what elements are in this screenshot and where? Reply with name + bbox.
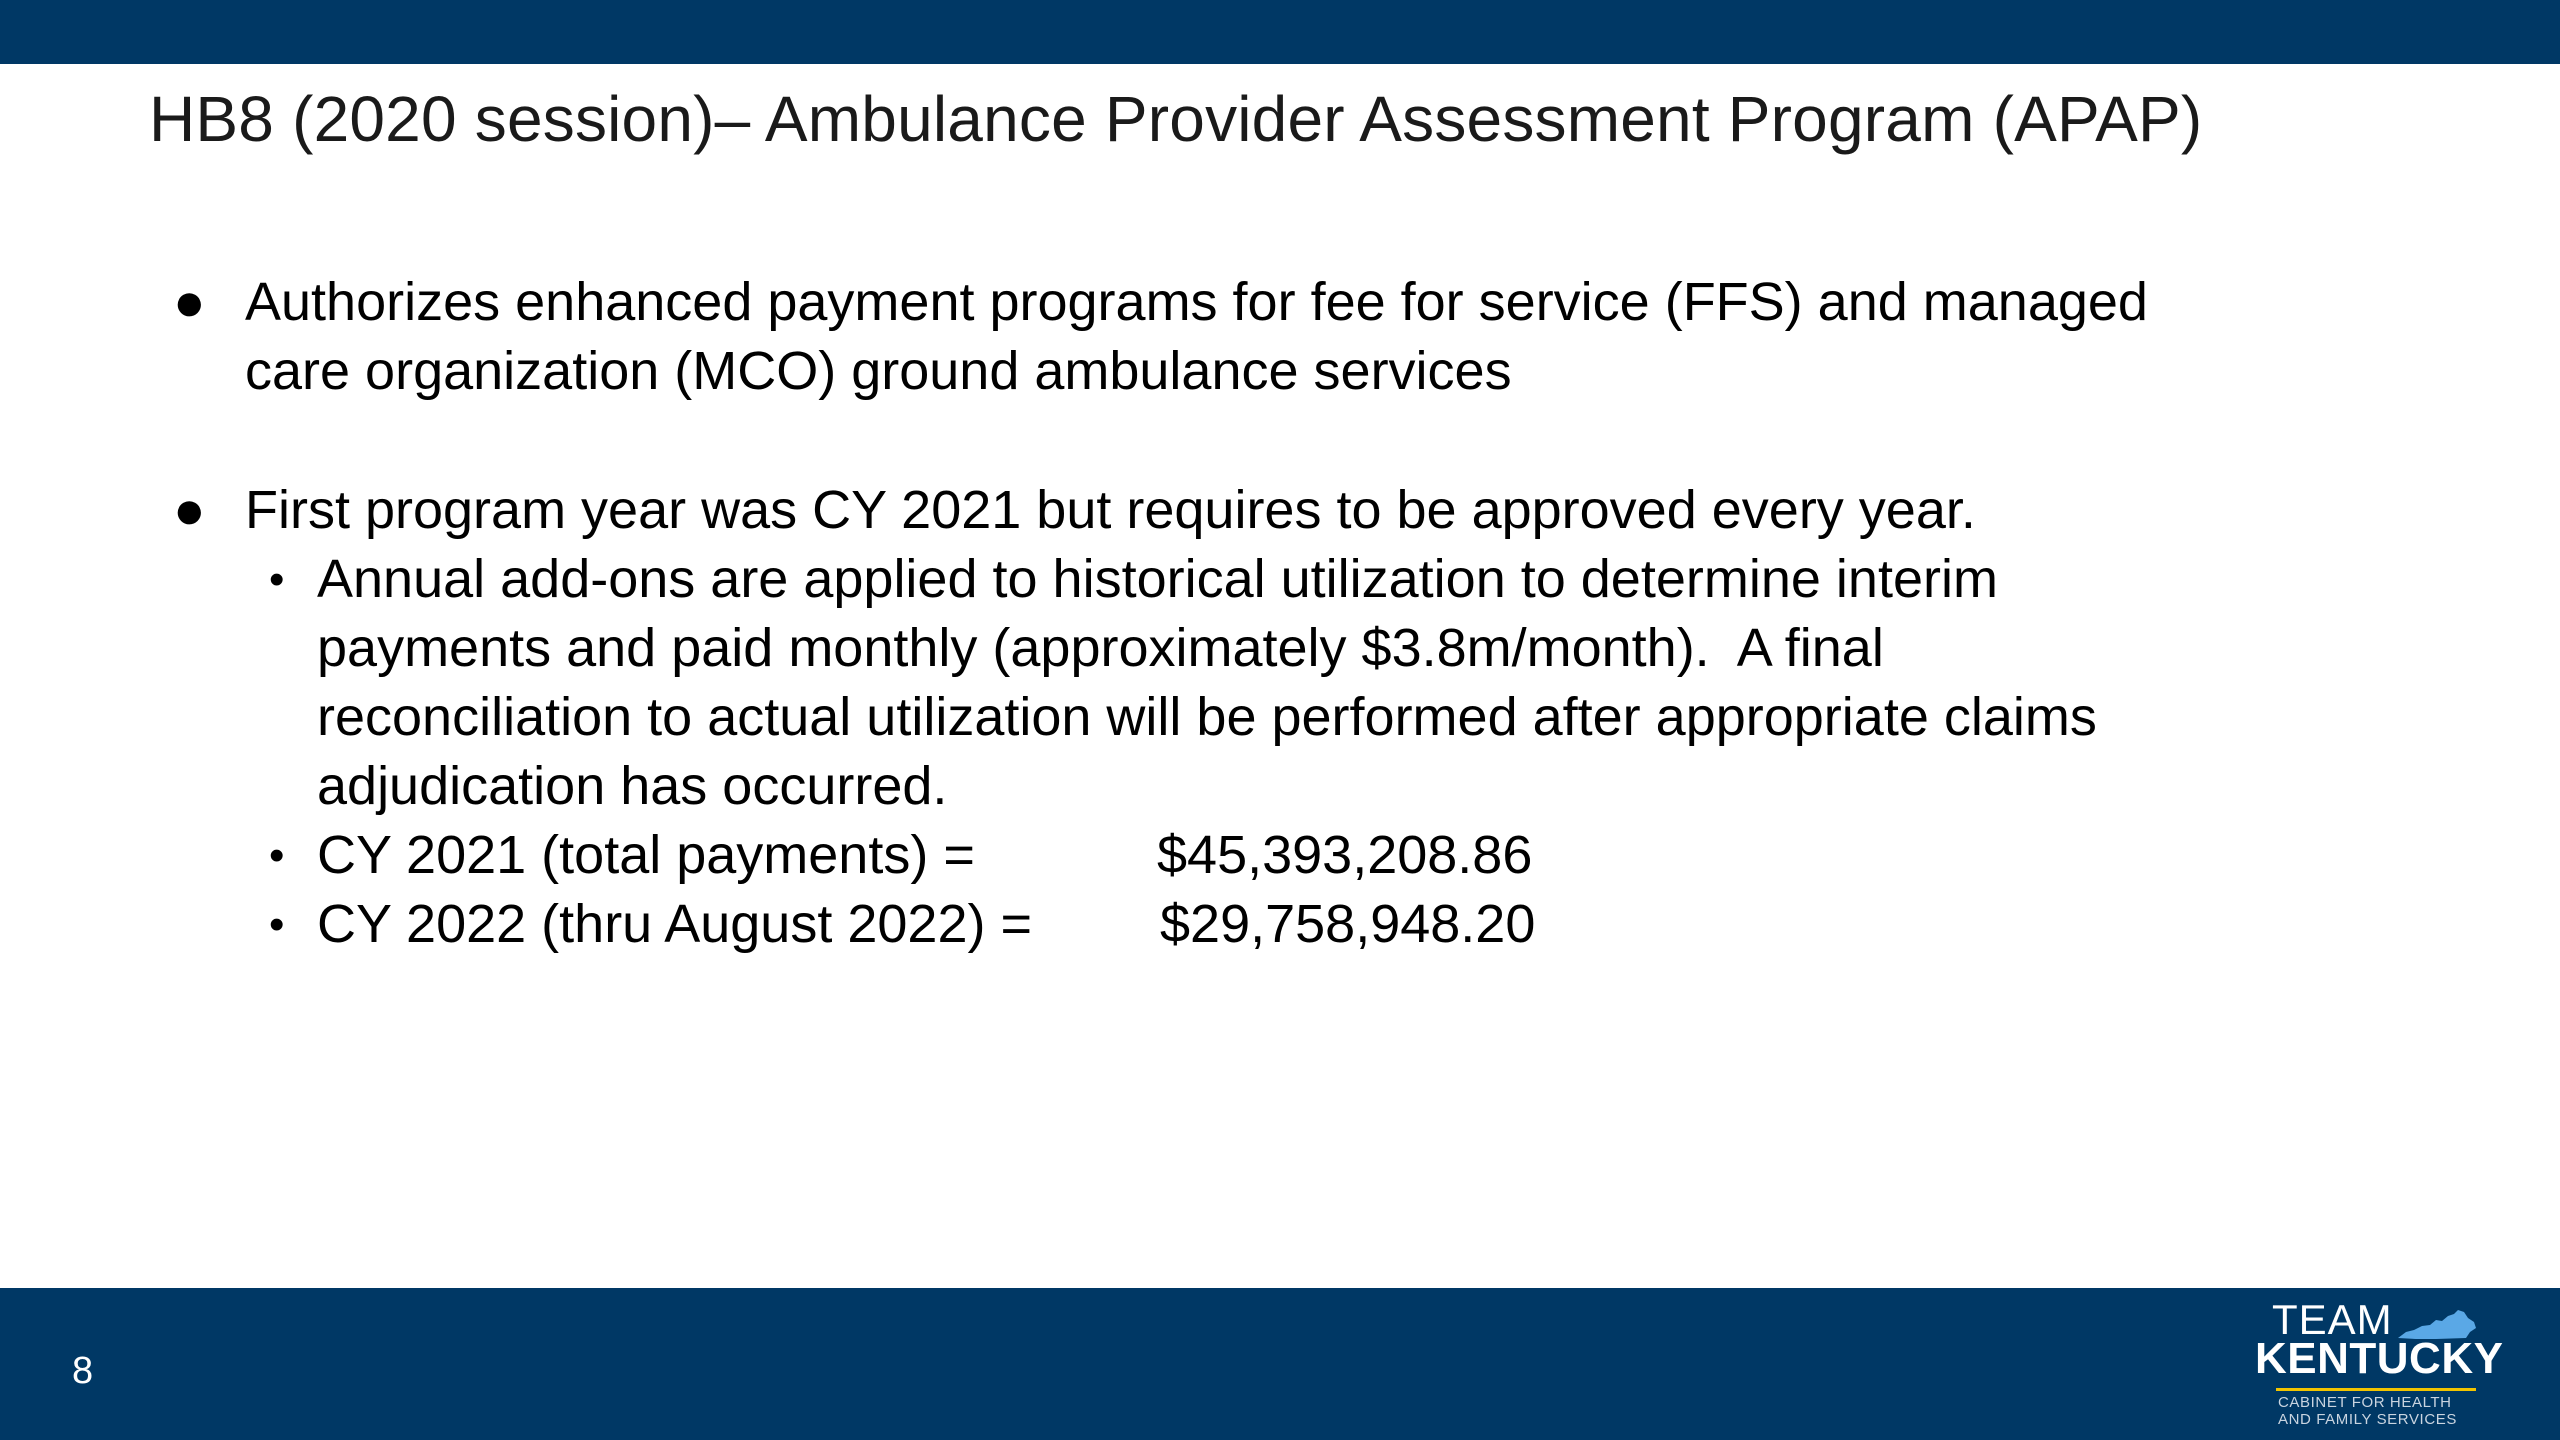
logo-state-text: KENTUCKY (2255, 1334, 2504, 1383)
sub-bullet-text-line: Annual add-ons are applied to historical utilization to determine interim (317, 549, 1998, 609)
bullet-text-line: First program year was CY 2021 but requires to be approved every year. (245, 480, 1976, 540)
bullet-item (173, 476, 2335, 545)
bullet-icon: ● (173, 480, 206, 540)
logo-subtitle (2278, 1394, 2488, 1428)
logo-team-text: TEAM (2272, 1296, 2393, 1343)
sub-bullet-item (269, 821, 2337, 890)
sub-bullet-text-line: payments and paid monthly (approximately $3.8m/month). A final (317, 618, 1884, 678)
payment-label: CY 2022 (thru August 2022) = (317, 894, 1032, 954)
sub-bullet-item (269, 890, 2337, 959)
sub-bullet-icon: • (269, 900, 285, 949)
footer-bar (0, 1288, 2560, 1440)
slide-title: HB8 (2020 session)– Ambulance Provider Assessment Program (APAP) (149, 83, 2203, 155)
bullet-text-line: Authorizes enhanced payment programs for fee for service (FFS) and managed (245, 272, 2148, 332)
payment-label: CY 2021 (total payments) = (317, 825, 975, 885)
payment-amount: $45,393,208.86 (1157, 825, 1533, 885)
bullet-item (173, 268, 2335, 406)
sub-bullet-icon: • (269, 555, 285, 604)
sub-bullet-text-line: reconciliation to actual utilization will be performed after appropriate claims (317, 687, 2097, 747)
sub-bullet-text-line: adjudication has occurred. (317, 756, 948, 816)
team-kentucky-logo (2240, 1296, 2520, 1436)
bullet-icon: ● (173, 272, 206, 332)
payment-amount: $29,758,948.20 (1160, 894, 1536, 954)
logo-divider (2276, 1388, 2476, 1391)
sub-bullet-item (269, 545, 2337, 821)
logo-subtitle-line: CABINET FOR HEALTH (2278, 1394, 2452, 1411)
sub-bullet-icon: • (269, 831, 285, 880)
bullet-text-line: care organization (MCO) ground ambulance services (245, 341, 1512, 401)
header-bar (0, 0, 2560, 64)
page-number: 8 (72, 1350, 94, 1392)
logo-subtitle-line: AND FAMILY SERVICES (2278, 1411, 2457, 1428)
